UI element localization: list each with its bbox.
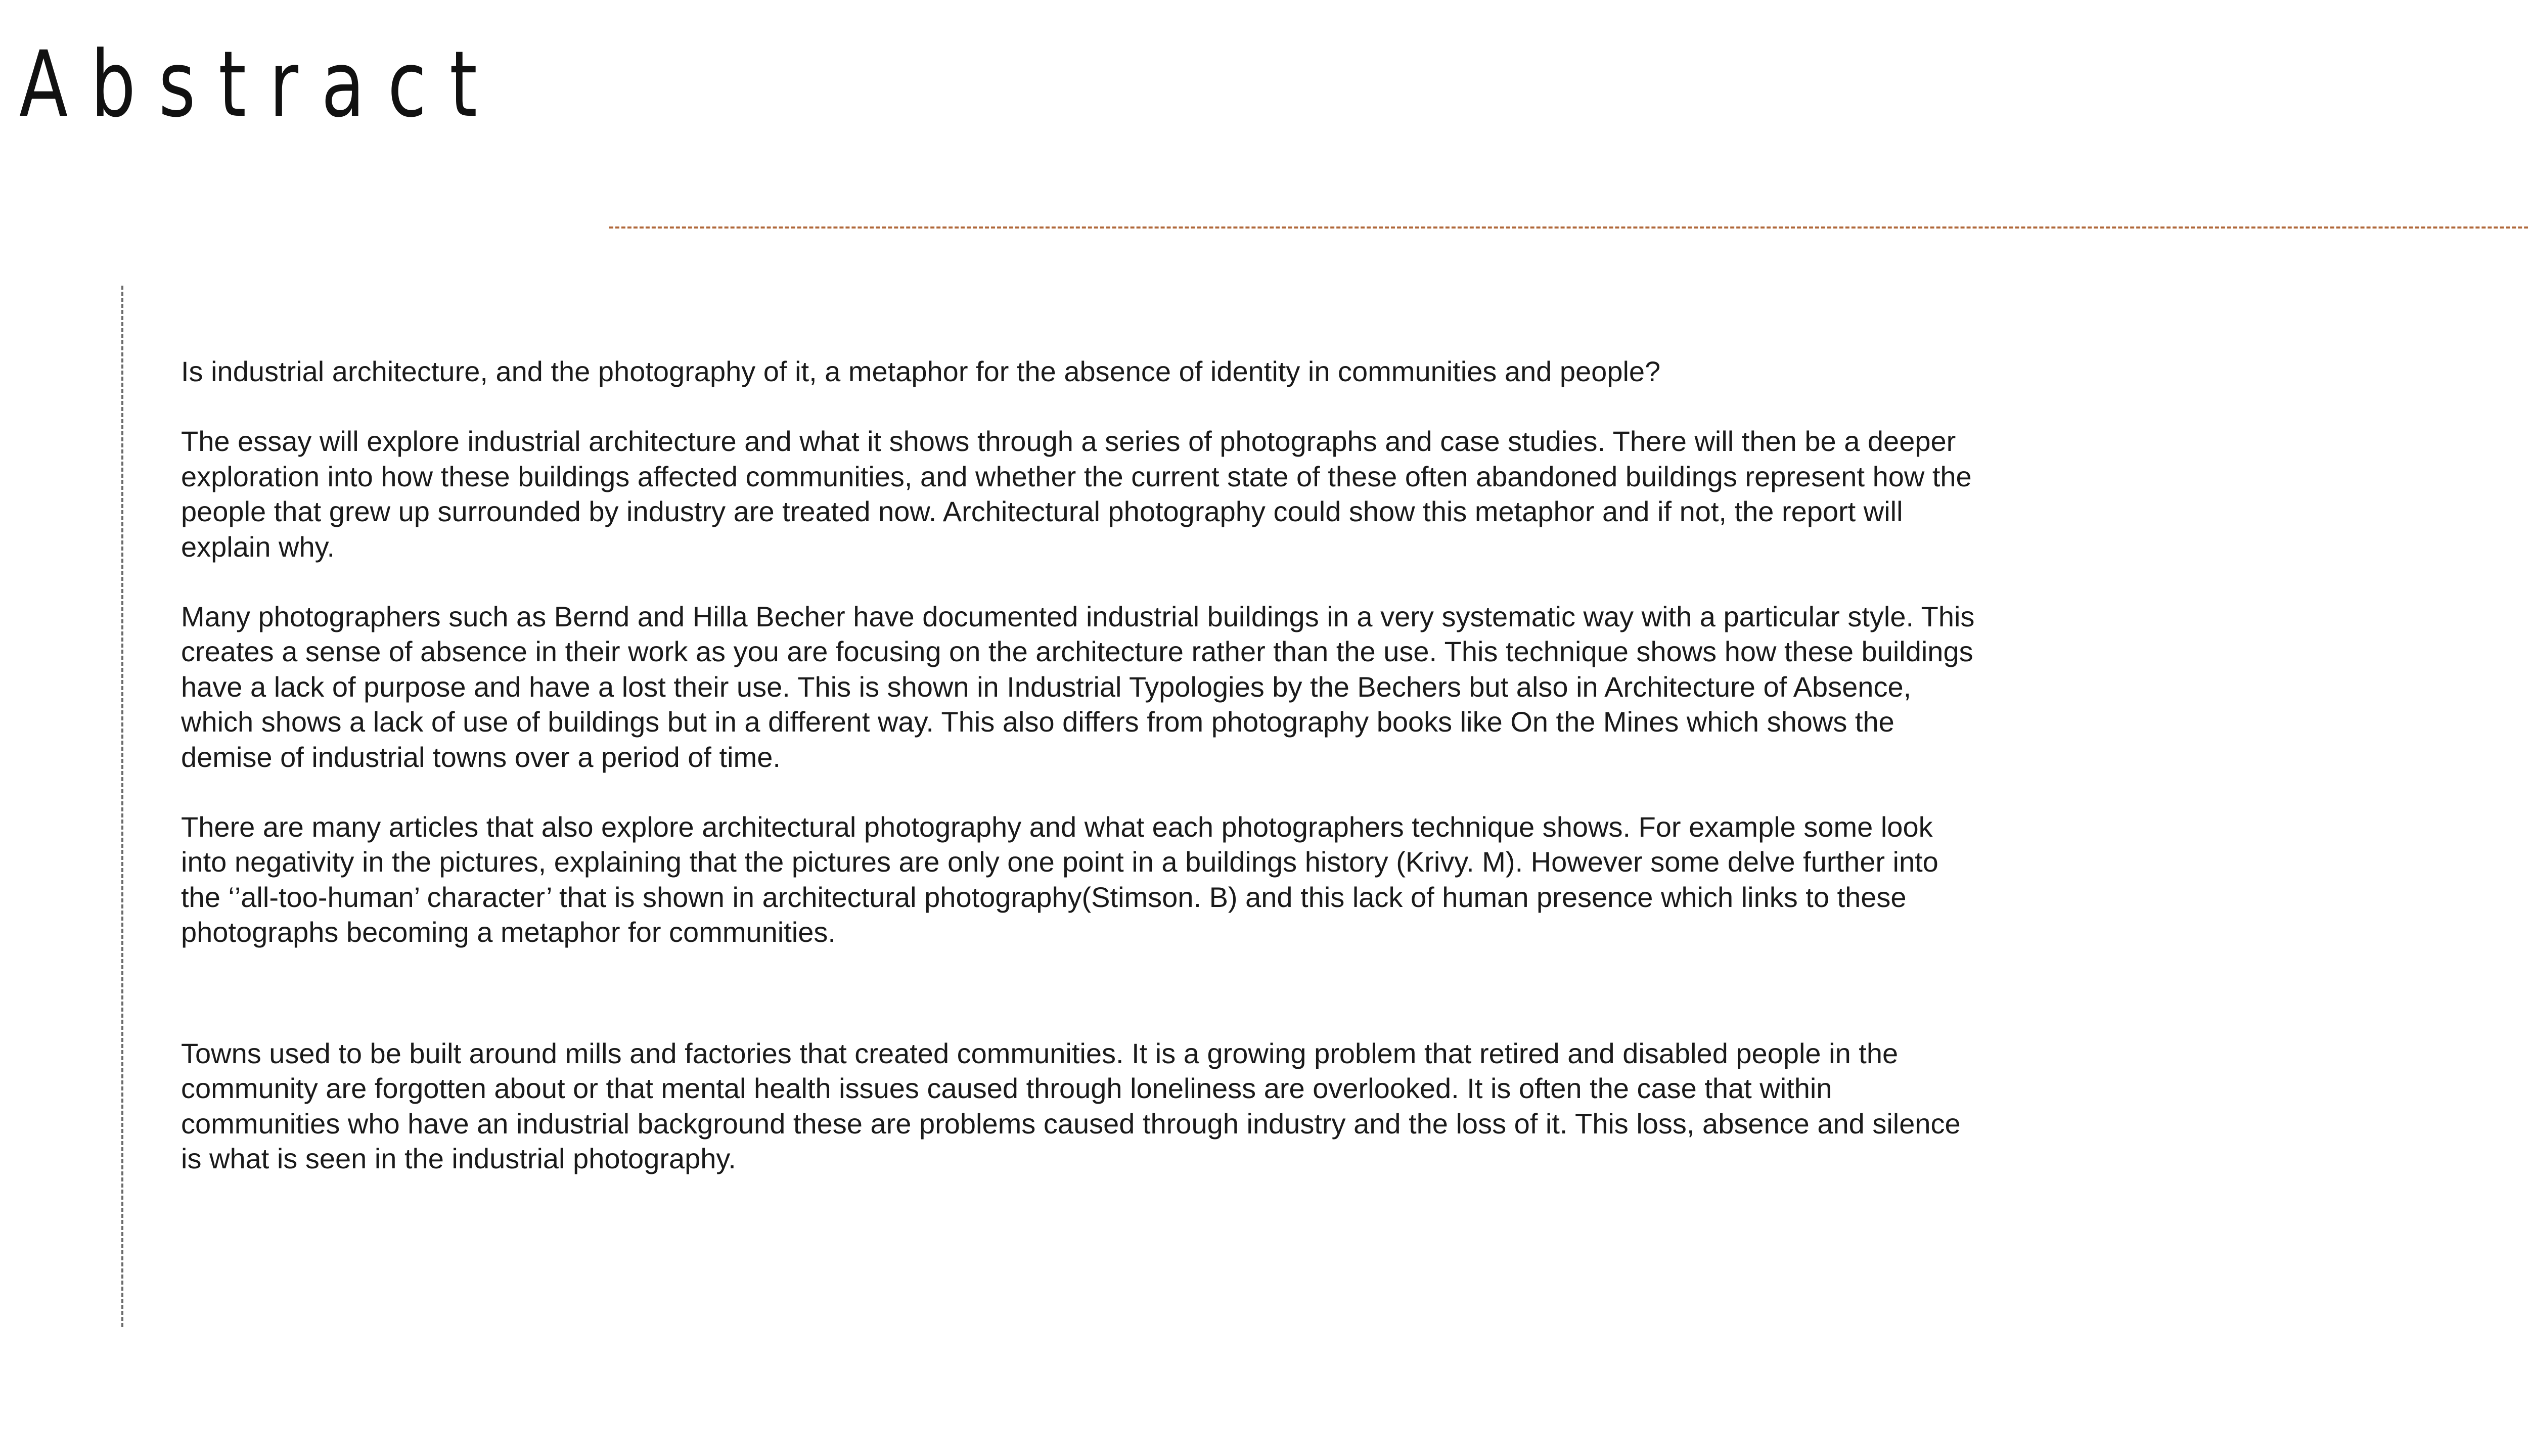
abstract-paragraph: Towns used to be built around mills and factories that created communities. It is a growing problem that retired and disabled people in the community are forgotten about or that mental health issues caused through loneliness are overlooked. It is often the case that within communities who have an industrial background these are problems caused through industry and the loss of it. This loss, absence and silence is what is seen in the industrial photography.	[181, 1037, 1961, 1174]
abstract-research-question: Is industrial architecture, and the photography of it, a metaphor for the absence of identity in communities and people?	[181, 355, 1661, 387]
abstract-paragraph: There are many articles that also explore architectural photography and what each photographers technique shows. For example some look into negativity in the pictures, explaining that the pictures are only one point in a buildings history (Krivy. M). However some delve further into the ‘’all-too-human’ character’ that is shown in architectural photography(Stimson. B) and this lack of human presence which links to these photographs becoming a metaphor for communities.	[181, 811, 1938, 948]
side-dashed-divider	[121, 286, 123, 1327]
top-dashed-divider	[609, 226, 2528, 229]
abstract-paragraph: Many photographers such as Bernd and Hilla Becher have documented industrial buildings in a very systematic way with a particular style. This creates a sense of absence in their work as you are focusing on the architecture rather than the use. This technique shows how these buildings have a lack of purpose and have a lost their use. This is shown in Industrial Typologies by the Bechers but also in Architecture of Absence, which shows a lack of use of buildings but in a different way. This also differs from photography books like On the Mines which shows the demise of industrial towns over a period of time.	[181, 601, 1975, 773]
abstract-paragraph: The essay will explore industrial architecture and what it shows through a series of photographs and case studies. There will then be a deeper exploration into how these buildings affected communities, and whether the current state of these often abandoned buildings represent how the people that grew up surrounded by industry are treated now. Architectural photography could show this metaphor and if not, the report will explain why.	[181, 425, 1972, 563]
abstract-body	[181, 354, 1976, 1211]
page-title: Abstract	[19, 32, 501, 138]
